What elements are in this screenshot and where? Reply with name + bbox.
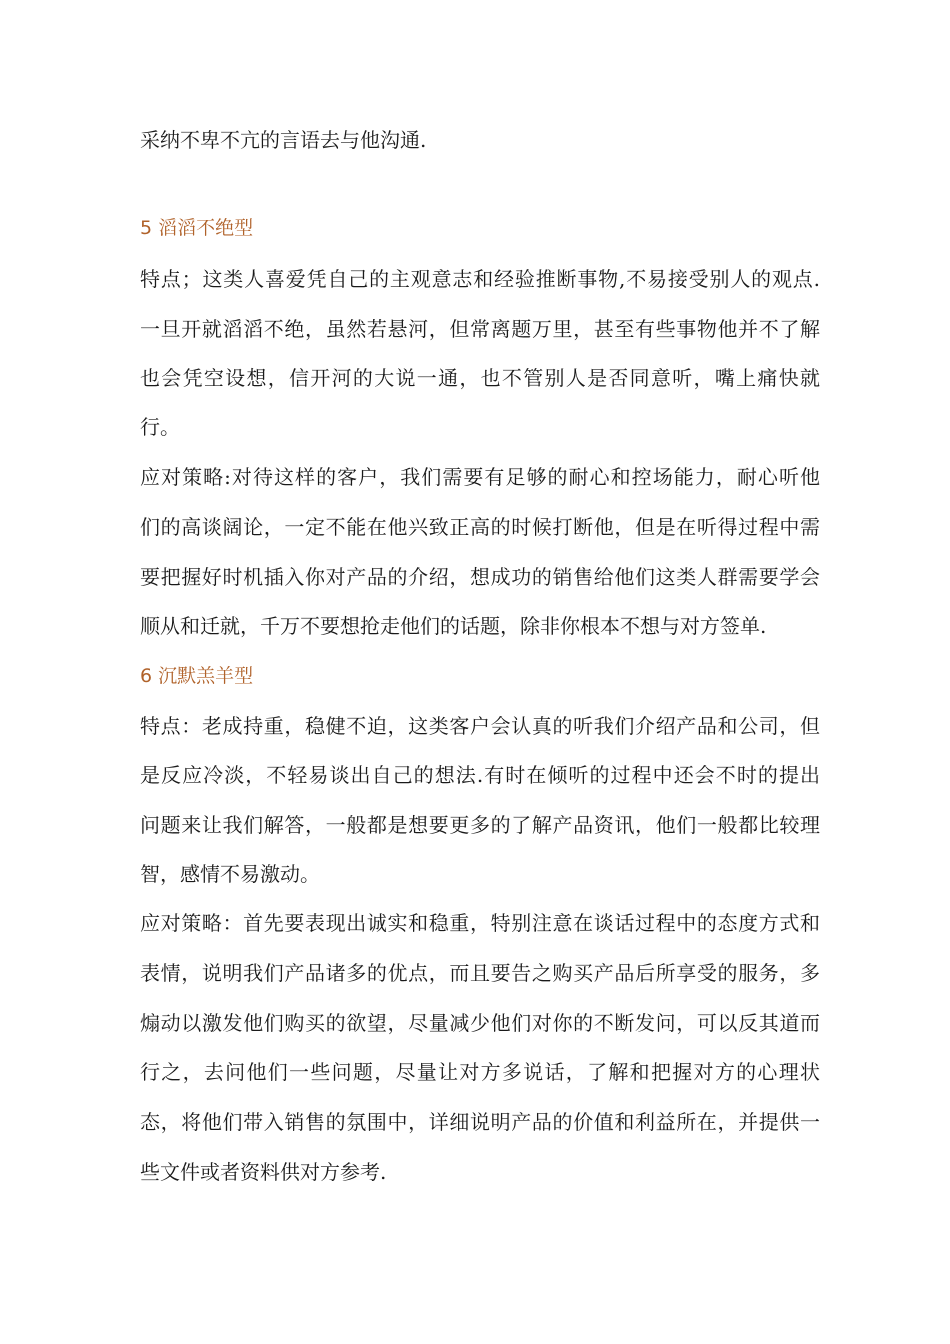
section6-strategy-line: 应对策略：首先要表现出诚实和稳重，特别注意在谈话过程中的态度方式和 [140,911,820,935]
section5-strategy-line: 应对策略:对待这样的客户，我们需要有足够的耐心和控场能力，耐心听他 [140,465,820,489]
section5-strategy-line: 们的高谈阔论，一定不能在他兴致正高的时候打断他，但是在听得过程中需 [140,515,820,539]
section6-strategy-line: 态，将他们带入销售的氛围中，详细说明产品的价值和利益所在，并提供一 [140,1110,820,1134]
section5-strategy-line: 要把握好时机插入你对产品的介绍，想成功的销售给他们这类人群需要学会 [140,565,820,589]
section6-strategy-line: 行之，去问他们一些问题，尽量让对方多说话，了解和把握对方的心理状 [140,1060,820,1084]
section6-heading: 6 沉默羔羊型 [140,665,254,687]
section6-strategy-line: 表情，说明我们产品诸多的优点，而且要告之购买产品后所享受的服务，多 [140,961,820,985]
intro-tail-line: 采纳不卑不亢的言语去与他沟通. [140,128,427,152]
section6-strategy-line: 煽动以激发他们购买的欲望，尽量减少他们对你的不断发问，可以反其道而 [140,1011,820,1035]
section6-trait-line: 问题来让我们解答，一般都是想要更多的了解产品资讯，他们一般都比较理 [140,813,820,837]
section6-trait-line: 智，感情不易激动。 [140,862,320,886]
section6-strategy-line: 些文件或者资料供对方参考. [140,1160,387,1184]
section5-trait-line: 一旦开就滔滔不绝，虽然若悬河，但常离题万里，甚至有些事物他并不了解 [140,317,820,341]
section5-trait-line: 行。 [140,415,180,439]
section5-heading: 5 滔滔不绝型 [140,217,254,239]
section5-trait-line: 也会凭空设想，信开河的大说一通，也不管别人是否同意听，嘴上痛快就 [140,366,820,390]
section5-strategy-line: 顺从和迁就，千万不要想抢走他们的话题，除非你根本不想与对方签单. [140,614,767,638]
section6-trait-line: 是反应冷淡，不轻易谈出自己的想法.有时在倾听的过程中还会不时的提出 [140,763,820,787]
section5-trait-line: 特点；这类人喜爱凭自己的主观意志和经验推断事物,不易接受别人的观点. [140,267,820,291]
section6-trait-line: 特点：老成持重，稳健不迫，这类客户会认真的听我们介绍产品和公司，但 [140,714,820,738]
